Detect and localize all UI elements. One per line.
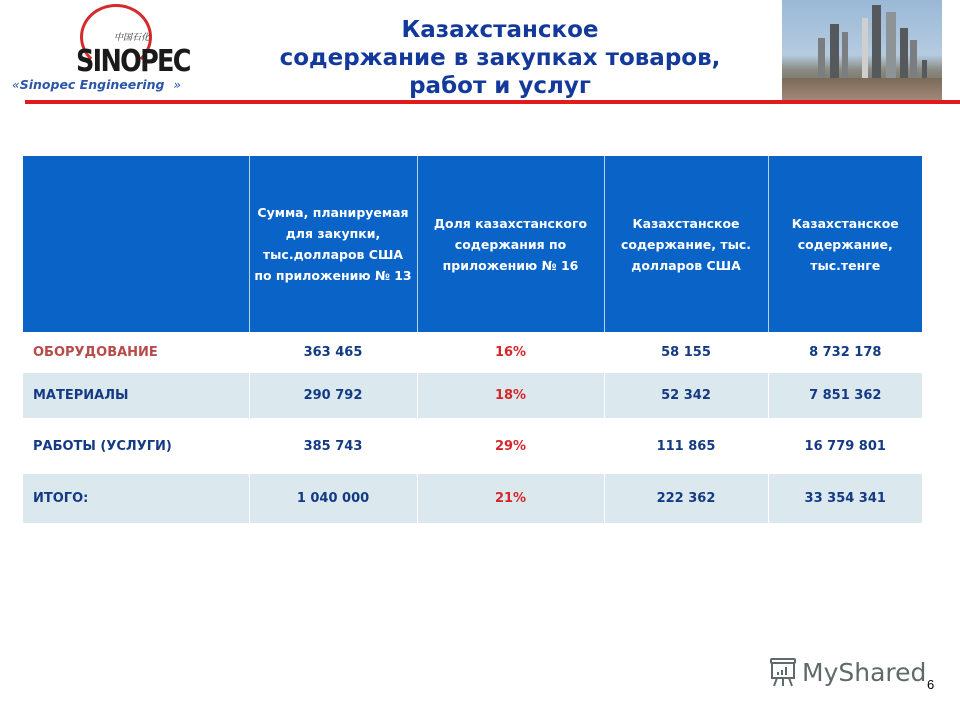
col-header-category: [23, 156, 249, 332]
title-line-1: Казахстанское: [401, 17, 599, 43]
kz-usd-cell: 111 865: [604, 418, 768, 474]
kz-kzt-cell: 16 779 801: [768, 418, 922, 474]
kz-content-table: [23, 156, 922, 523]
myshared-watermark: [768, 656, 926, 688]
col-header-kz-usd: Казахстанское содержание, тыс. долларов США: [604, 156, 768, 332]
row-label: ИТОГО:: [23, 474, 249, 523]
title-line-3: работ и услуг: [409, 73, 591, 99]
share-cell: 21%: [417, 474, 604, 523]
quote-close: »: [173, 77, 181, 92]
kz-kzt-cell: 8 732 178: [768, 332, 922, 373]
page-number: 6: [927, 677, 935, 692]
header-accent-line: [25, 100, 960, 104]
quote-open: «: [12, 77, 20, 92]
kz-usd-cell: 222 362: [604, 474, 768, 523]
presentation-board-icon: [768, 656, 798, 688]
sinopec-logo: [10, 0, 210, 100]
title-line-2: содержание в закупках товаров,: [279, 45, 721, 71]
table-row-total: [23, 474, 922, 523]
row-label: ОБОРУДОВАНИЕ: [33, 345, 158, 360]
share-cell: 16%: [417, 332, 604, 373]
share-cell: 29%: [417, 418, 604, 474]
table-row: [23, 373, 922, 418]
row-label: РАБОТЫ (УСЛУГИ): [33, 438, 172, 454]
watermark-text: MyShared: [802, 657, 927, 687]
logo-chinese-text: 中国石化: [114, 33, 151, 43]
col-header-share: Доля казахстанского содержания по приложению № 16: [417, 156, 604, 332]
table-row: [23, 332, 922, 373]
col-header-planned-usd: Сумма, планируемая для закупки, тыс.долларов США по приложению № 13: [249, 156, 417, 332]
kz-usd-cell: 58 155: [604, 332, 768, 373]
share-cell: 18%: [417, 373, 604, 418]
planned-usd-cell: 363 465: [249, 332, 417, 373]
planned-usd-cell: 1 040 000: [249, 474, 417, 523]
logo-subtitle-text: Sinopec Engineering: [19, 77, 165, 92]
kz-kzt-cell: 7 851 362: [768, 373, 922, 418]
col-header-kz-kzt: Казахстанское содержание, тыс.тенге: [768, 156, 922, 332]
kz-usd-cell: 52 342: [604, 373, 768, 418]
table-header-row: [23, 156, 922, 332]
row-label: МАТЕРИАЛЫ: [23, 373, 249, 418]
logo-brand: SINOPEC: [76, 44, 190, 79]
logo-subtitle: [12, 77, 181, 92]
planned-usd-cell: 385 743: [249, 418, 417, 474]
slide-title: [220, 16, 780, 100]
table-row: [23, 418, 922, 474]
planned-usd-cell: 290 792: [249, 373, 417, 418]
kz-kzt-cell: 33 354 341: [768, 474, 922, 523]
refinery-photo: [782, 0, 942, 100]
